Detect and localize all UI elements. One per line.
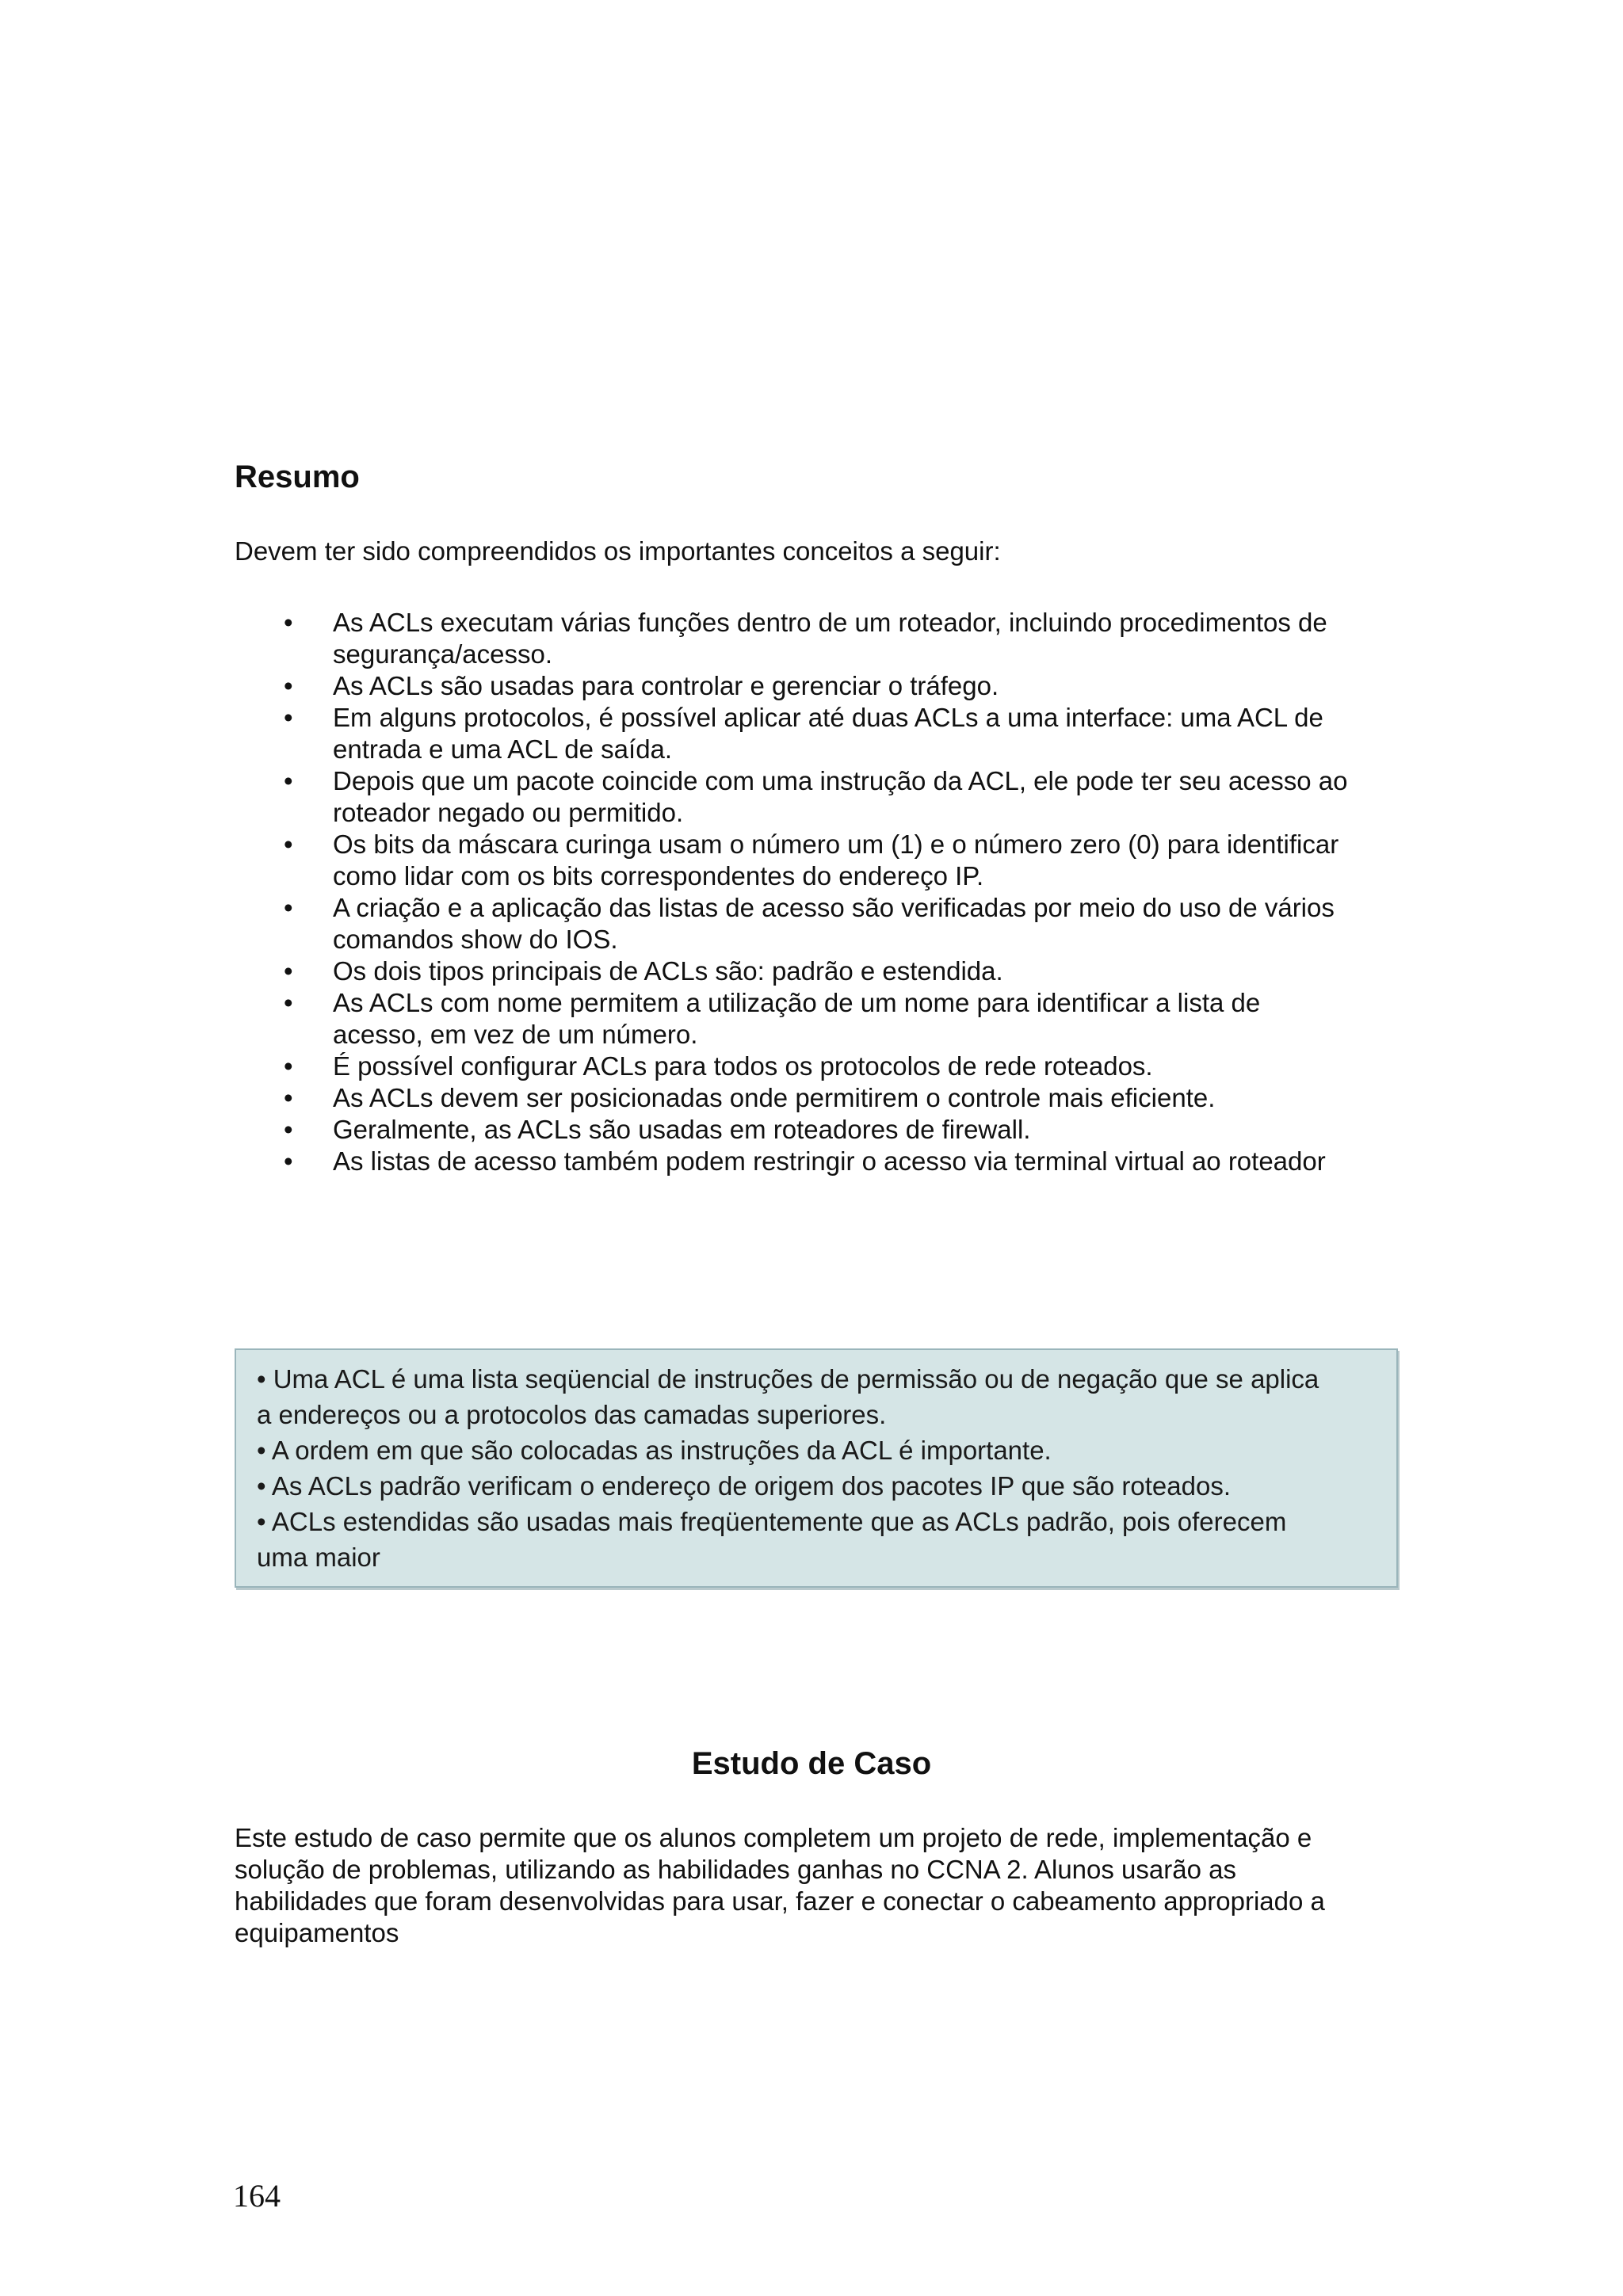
bullet-icon: •	[284, 893, 293, 922]
case-study-paragraph: Este estudo de caso permite que os alunos completem um projeto de rede, implementação e solução de problemas, utilizando as habilidades ganhas no CCNA 2. Alunos usarão as habilidades que foram desenvolvidas para usar, fazer e conectar o cabeamento appropriado a equipamentos	[235, 1823, 1325, 1947]
callout-line: • A ordem em que são colocadas as instruções da ACL é importante.	[257, 1436, 1052, 1465]
list-item: • A criação e a aplicação das listas de acesso são verificadas por meio do uso de vários comandos show do IOS.	[284, 893, 1335, 954]
list-item: • Geralmente, as ACLs são usadas em roteadores de firewall.	[284, 1115, 1031, 1144]
list-item: • As listas de acesso também podem restringir o acesso via terminal virtual ao roteador	[284, 1146, 1326, 1176]
summary-bullet-list	[235, 607, 1423, 1177]
section-heading-resumo: Resumo	[235, 460, 360, 494]
bullet-icon: •	[284, 1051, 293, 1081]
callout-line: a endereços ou a protocolos das camadas superiores.	[257, 1400, 887, 1429]
bullet-icon: •	[284, 608, 293, 637]
bullet-icon: •	[284, 956, 293, 986]
list-item: • As ACLs são usadas para controlar e gerenciar o tráfego.	[284, 671, 999, 700]
bullet-icon: •	[284, 830, 293, 859]
bullet-icon: •	[284, 1083, 293, 1112]
bullet-icon: •	[284, 766, 293, 795]
bullet-icon: •	[284, 703, 293, 732]
callout-line: • ACLs estendidas são usadas mais freqüentemente que as ACLs padrão, pois oferecem	[257, 1507, 1287, 1536]
section-heading-estudo-de-caso: Estudo de Caso	[691, 1746, 932, 1781]
list-item: • As ACLs devem ser posicionadas onde permitirem o controle mais eficiente.	[284, 1083, 1216, 1112]
bullet-icon: •	[284, 1115, 293, 1144]
list-item: • Depois que um pacote coincide com uma instrução da ACL, ele pode ter seu acesso ao roteador negado ou permitido.	[284, 766, 1348, 827]
list-item: • Os bits da máscara curinga usam o número um (1) e o número zero (0) para identificar como lidar com os bits correspondentes do endereço IP.	[284, 830, 1339, 891]
callout-line: uma maior	[257, 1543, 380, 1572]
callout-line: • As ACLs padrão verificam o endereço de origem dos pacotes IP que são roteados.	[257, 1471, 1232, 1501]
list-item: • Em alguns protocolos, é possível aplicar até duas ACLs a uma interface: uma ACL de entrada e uma ACL de saída.	[284, 703, 1323, 764]
list-item: • As ACLs executam várias funções dentro de um roteador, incluindo procedimentos de segurança/acesso.	[284, 608, 1327, 669]
bullet-icon: •	[284, 988, 293, 1017]
intro-paragraph: Devem ter sido compreendidos os importantes conceitos a seguir:	[235, 536, 1001, 566]
callout-line: • Uma ACL é uma lista seqüencial de instruções de permissão ou de negação que se aplica	[257, 1364, 1319, 1394]
bullet-icon: •	[284, 671, 293, 700]
list-item: • Os dois tipos principais de ACLs são: padrão e estendida.	[284, 956, 1003, 986]
list-item: • As ACLs com nome permitem a utilização de um nome para identificar a lista de acesso, em vez de um número.	[284, 988, 1261, 1049]
page-number: 164	[233, 2178, 281, 2214]
acl-summary-callout-box	[235, 1348, 1398, 1588]
list-item: • É possível configurar ACLs para todos os protocolos de rede roteados.	[284, 1051, 1153, 1081]
bullet-icon: •	[284, 1146, 293, 1176]
